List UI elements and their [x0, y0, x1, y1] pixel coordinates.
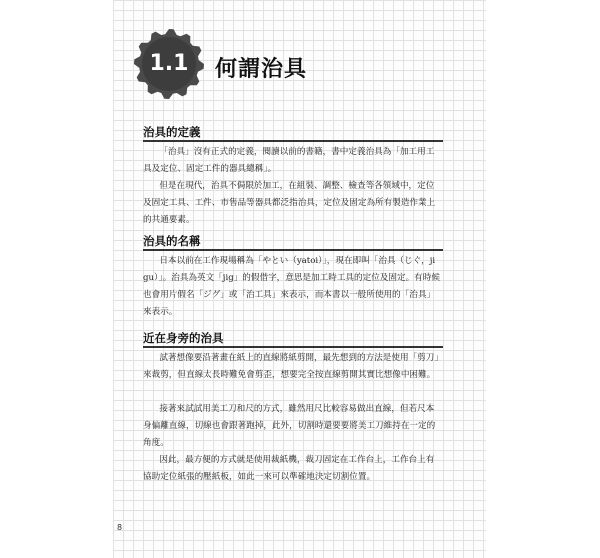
chapter-number: 1.1 — [149, 51, 189, 76]
section-heading-nearby: 近在身旁的治具 — [143, 331, 224, 345]
paragraph: 「治具」沒有正式的定義，閱讀以前的書籍，書中定義治具為「加工用工具及定位、固定工件的器具總稱」。 — [143, 147, 435, 174]
paragraph: 因此，最方便的方式就是使用裁紙機，裁刀固定在工作台上，工作台上有協助定位紙張的壓紙板，如此一來可以準確地決定切割位置。 — [143, 455, 435, 482]
paragraph: 試著想像要沿著畫在紙上的直線將紙剪開，最先想到的方法是使用「剪刀」來裁剪，但直線太長時難免會剪歪，想要完全按直線剪開其實比想像中困難。 — [143, 353, 439, 380]
paragraph: 日本以前在工作現場稱為「やとい（yatoi）」，現在即叫「治具（じぐ，jigu）」。治具為英文「jig」的假借字，意思是加工時工具的定位及固定。有時候也會用片假名「ジグ」或「治工具」來表示，而本書以一般所使用的「治具」來表示。 — [143, 256, 440, 317]
page-number: 8 — [117, 523, 123, 532]
section-heading-definition: 治具的定義 — [143, 125, 201, 139]
section-rule — [143, 346, 443, 348]
paragraph: 但是在現代，治具不侷限於加工，在組裝、調整、檢查等各領域中，定位及固定工具、工件、市售品等器具都泛指治具，定位及固定為所有製造作業上的共通要素。 — [143, 181, 436, 225]
chapter-title: 何謂治具 — [215, 57, 308, 82]
section-heading-name: 治具的名稱 — [143, 234, 201, 248]
section-rule — [143, 140, 443, 142]
paragraph: 接著來試試用美工刀和尺的方式，雖然用尺比較容易做出直線，但若尺本身偏離直線，切線也會跟著跑掉，此外，切割時還要要將美工刀維持在一定的角度。 — [143, 404, 436, 448]
section-rule — [143, 249, 443, 251]
